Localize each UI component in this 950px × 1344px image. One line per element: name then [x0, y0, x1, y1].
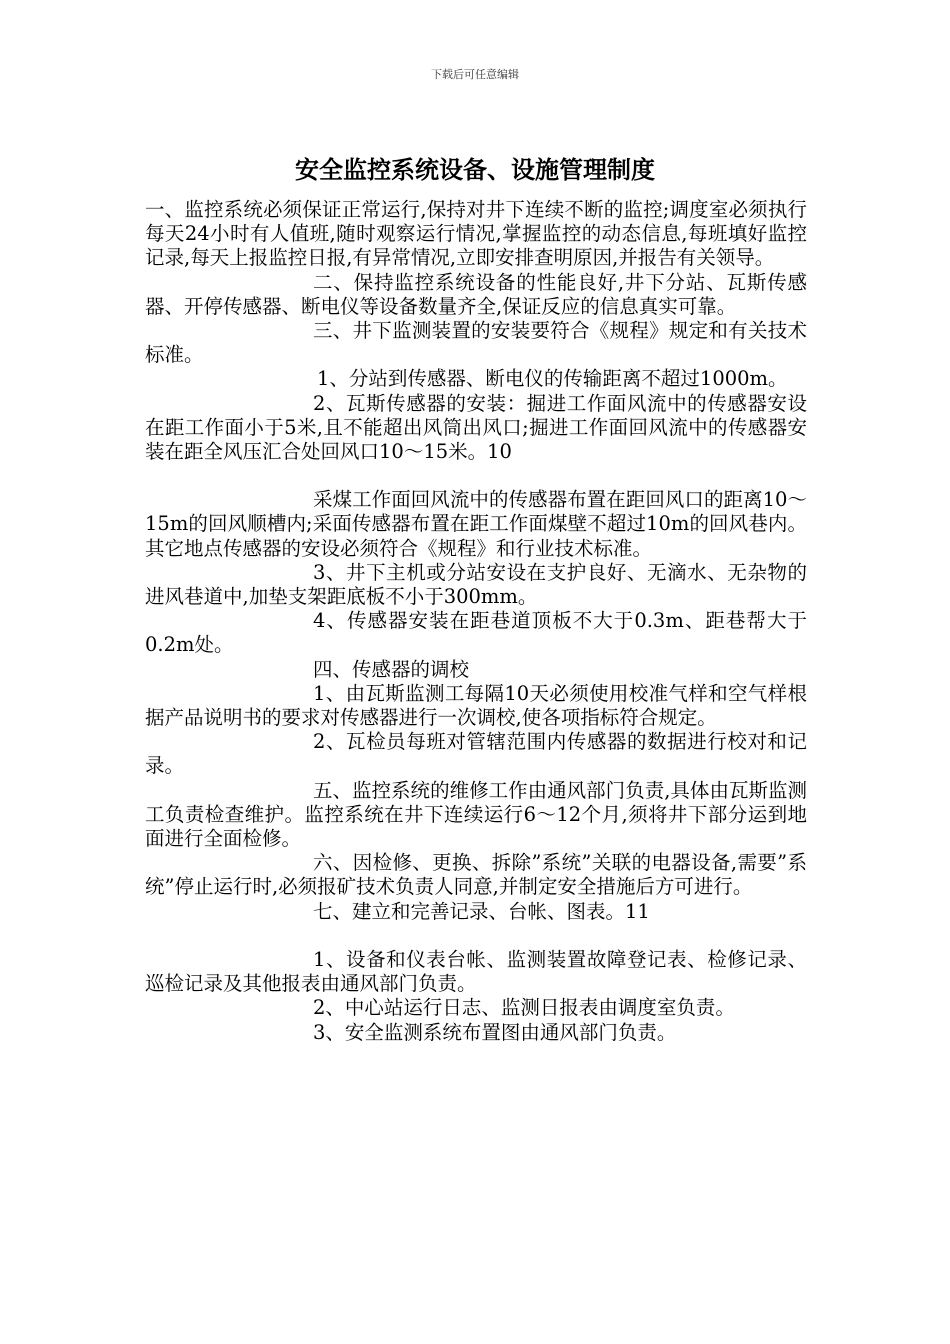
- document-title: 安全监控系统设备、设施管理制度: [295, 155, 655, 184]
- paragraph-1: 一、监控系统必须保证正常运行,保持对井下连续不断的监控;调度室必须执行每天24小时有人值班,随时观察运行情况,掌握监控的动态信息,每班填好监控记录,每天上报监控日报,有异常情况,立即安排查明原因,并报告有关领导。: [145, 198, 807, 270]
- section-heading-4: 四、传感器的调校: [313, 657, 470, 681]
- paragraph-11: 2、瓦检员每班对管辖范围内传感器的数据进行校对和记录。: [145, 730, 807, 778]
- paragraph-15: 1、设备和仪表台帐、监测装置故障登记表、检修记录、巡检记录及其他报表由通风部门负责。: [145, 947, 807, 996]
- paragraph-10: 1、由瓦斯监测工每隔10天必须使用校准气样和空气样根据产品说明书的要求对传感器进行一次调校,使各项指标符合规定。: [145, 681, 807, 730]
- paragraph-6: 采煤工作面回风流中的传感器布置在距回风口的距离10～15m的回风顺槽内;采面传感器布置在距工作面煤壁不超过10m的回风巷内。其它地点传感器的安设必须符合《规程》和行业技术标准。: [145, 488, 807, 560]
- paragraph-3: 三、井下监测装置的安装要符合《规程》规定和有关技术标准。: [145, 319, 807, 367]
- header-note: 下载后可任意编辑: [431, 68, 519, 81]
- paragraph-5: 2、瓦斯传感器的安装：掘进工作面风流中的传感器安设在距工作面小于5米,且不能超出风筒出风口;掘进工作面回风流中的传感器安装在距全风压汇合处回风口10～15米。10: [145, 391, 807, 464]
- paragraph-4: 1、分站到传感器、断电仪的传输距离不超过1000m。: [317, 367, 788, 391]
- paragraph-17: 3、安全监测系统布置图由通风部门负责。: [313, 1020, 677, 1044]
- paragraph-13: 六、因检修、更换、拆除”系统”关联的电器设备,需要”系统”停止运行时,必须报矿技术负责人同意,并制定安全措施后方可进行。: [145, 851, 807, 899]
- document-body: [145, 198, 807, 1045]
- section-heading-7: 七、建立和完善记录、台帐、图表。11: [313, 899, 650, 923]
- paragraph-7: 3、井下主机或分站安设在支护良好、无滴水、无杂物的进风巷道中,加垫支架距底板不小于300mm。: [145, 560, 807, 609]
- paragraph-2: 二、保持监控系统设备的性能良好,井下分站、瓦斯传感器、开停传感器、断电仪等设备数量齐全,保证反应的信息真实可靠。: [145, 270, 807, 318]
- paragraph-12: 五、监控系统的维修工作由通风部门负责,具体由瓦斯监测工负责检查维护。监控系统在井下连续运行6～12个月,须将井下部分运到地面进行全面检修。: [145, 778, 807, 851]
- paragraph-8: 4、传感器安装在距巷道顶板不大于0.3m、距巷帮大于0.2m处。: [145, 609, 807, 657]
- paragraph-16: 2、中心站运行日志、监测日报表由调度室负责。: [313, 996, 735, 1020]
